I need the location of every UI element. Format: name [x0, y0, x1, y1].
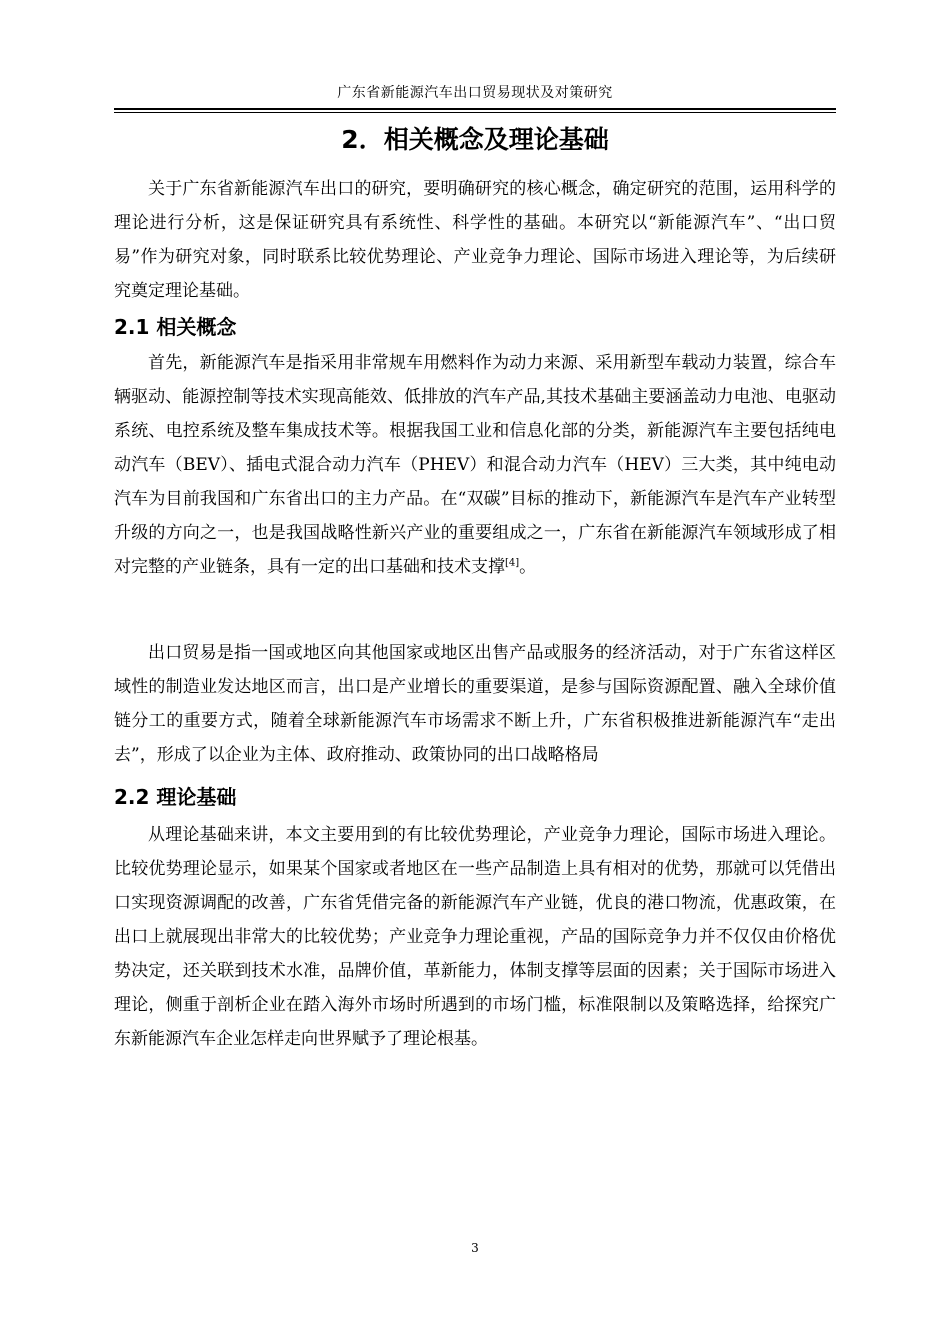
running-header: 广东省新能源汽车出口贸易现状及对策研究: [337, 85, 613, 101]
page-number: 3: [471, 1241, 479, 1255]
section-2-1-paragraph-1-end: 。: [519, 557, 537, 577]
header-rule-thick: [114, 108, 836, 110]
header-rule-thin: [114, 112, 836, 113]
section-2-2-paragraph-1: 从理论基础来讲，本文主要用到的有比较优势理论，产业竞争力理论，国际市场进入理论。比较优势理论显示，如果某个国家或者地区在一些产品制造上具有相对的优势，那就可以凭借出口实现资源调配的改善，广东省凭借完备的新能源汽车产业链，优良的港口物流，优惠政策，在出口上就展现出非常大的比较优势；产业竞争力理论重视，产品的国际竞争力并不仅仅由价格优势决定，还关联到技术水准，品牌价值，革新能力，体制支撑等层面的因素；关于国际市场进入理论，侧重于剖析企业在踏入海外市场时所遇到的市场门槛，标准限制以及策略选择，给探究广东新能源汽车企业怎样走向世界赋予了理论根基。: [114, 825, 836, 1049]
section-title-2-1: 2.1 相关概念: [114, 315, 237, 339]
section-2-1-paragraph-1: [114, 346, 836, 584]
section-title-2-2: 2.2 理论基础: [114, 785, 237, 809]
chapter-intro-paragraph: 关于广东省新能源汽车出口的研究，要明确研究的核心概念，确定研究的范围，运用科学的理论进行分析，这是保证研究具有系统性、科学性的基础。本研究以“新能源汽车”、“出口贸易”作为研究对象，同时联系比较优势理论、产业竞争力理论、国际市场进入理论等，为后续研究奠定理论基础。: [114, 179, 836, 301]
chapter-title: 2．相关概念及理论基础: [341, 125, 609, 154]
citation-reference: [4]: [505, 557, 520, 569]
section-2-1-paragraph-1-text: 首先，新能源汽车是指采用非常规车用燃料作为动力来源、采用新型车载动力装置，综合车辆驱动、能源控制等技术实现高能效、低排放的汽车产品,其技术基础主要涵盖动力电池、电驱动系统、电控系统及整车集成技术等。根据我国工业和信息化部的分类，新能源汽车主要包括纯电动汽车（BEV）、插电式混合动力汽车（PHEV）和混合动力汽车（HEV）三大类，其中纯电动汽车为目前我国和广东省出口的主力产品。在“双碳”目标的推动下，新能源汽车是汽车产业转型升级的方向之一，也是我国战略性新兴产业的重要组成之一，广东省在新能源汽车领域形成了相对完整的产业链条，具有一定的出口基础和技术支撑: [114, 353, 836, 577]
section-2-1-paragraph-2: 出口贸易是指一国或地区向其他国家或地区出售产品或服务的经济活动，对于广东省这样区域性的制造业发达地区而言，出口是产业增长的重要渠道，是参与国际资源配置、融入全球价值链分工的重要方式，随着全球新能源汽车市场需求不断上升，广东省积极推进新能源汽车“走出去”，形成了以企业为主体、政府推动、政策协同的出口战略格局: [114, 643, 836, 765]
